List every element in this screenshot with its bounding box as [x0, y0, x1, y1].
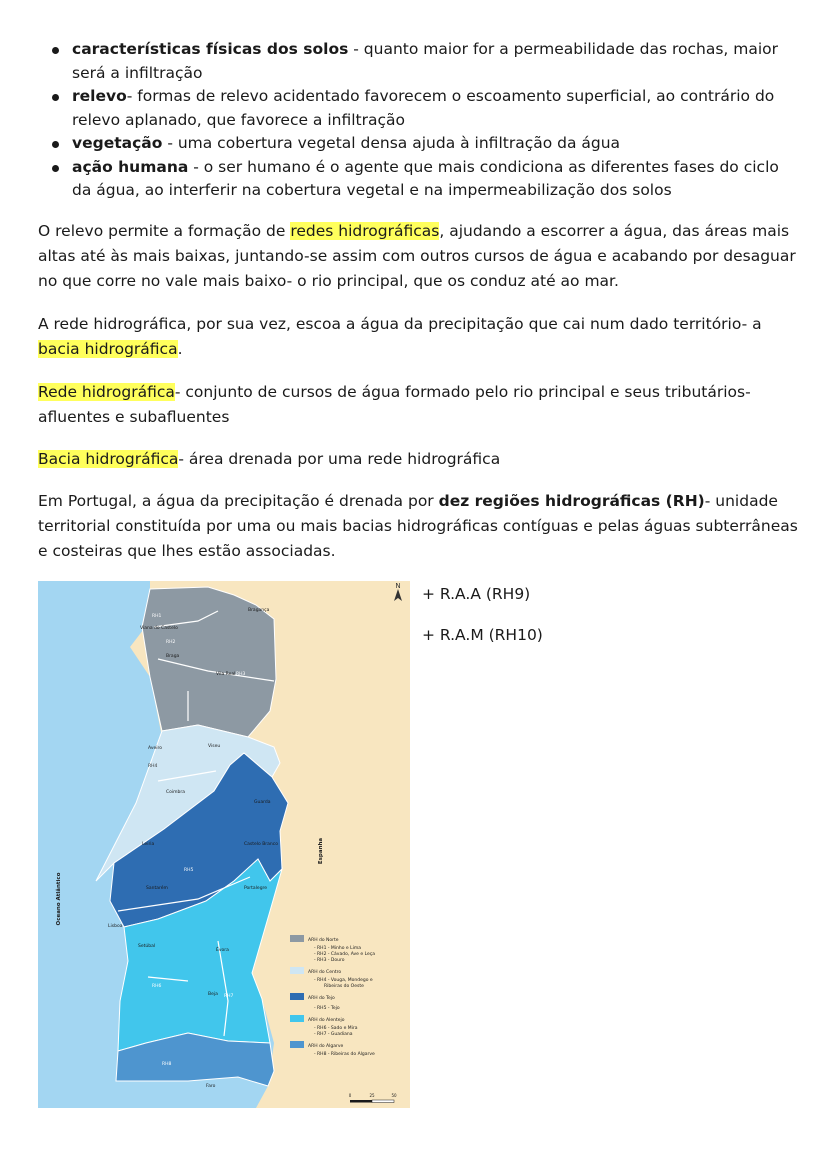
- text: Em Portugal, a água da precipitação é drenada por: [38, 492, 439, 510]
- bullet-text: - quanto maior for a permeabilidade das rochas, maior será a infiltração: [72, 40, 779, 82]
- map-place-label: Lisboa: [108, 924, 123, 929]
- text: - conjunto de cursos de água formado pelo rio principal e seus tributários- afluentes e subafluentes: [38, 383, 751, 426]
- map-place-label: Vila Real: [216, 672, 236, 677]
- bullet-term: relevo: [72, 87, 127, 105]
- bullet-text: - uma cobertura vegetal densa ajuda à infiltração da água: [162, 134, 621, 152]
- highlight-term: Rede hidrográfica: [38, 383, 175, 401]
- legend-item: - RH6 - Sado e Mira: [314, 1026, 358, 1031]
- bold-term: dez regiões hidrográficas (RH): [438, 492, 705, 510]
- list-item: [38, 132, 798, 156]
- map-place-label: Castelo Branco: [244, 842, 278, 847]
- map-legend: [288, 927, 404, 1071]
- legend-item: Ribeiras do Oeste: [324, 984, 364, 989]
- legend-title: ARH do Algarve: [308, 1044, 344, 1049]
- bullet-term: características físicas dos solos: [72, 40, 349, 58]
- text: A rede hidrográfica, por sua vez, escoa a água da precipitação que cai num dado território- a: [38, 315, 762, 333]
- legend-title: ARH do Tejo: [308, 996, 335, 1001]
- paragraph-relevo: [38, 219, 798, 294]
- map-rh-label: RH6: [152, 984, 162, 989]
- svg-text:25: 25: [369, 1093, 375, 1098]
- bullet-text: - o ser humano é o agente que mais condiciona as diferentes fases do ciclo da água, ao interferir na cobertura vegetal e na impermeabilização dos solos: [72, 157, 779, 199]
- map-rh-label: RH1: [152, 614, 162, 619]
- legend-title: ARH do Centro: [308, 970, 342, 975]
- map-rh-label: RH4: [148, 764, 158, 769]
- bullet-text: - formas de relevo acidentado favorecem o escoamento superficial, ao contrário do relevo aplanado, que favorece a infiltração: [72, 87, 775, 129]
- map-place-label: Viseu: [208, 744, 221, 749]
- map-place-label: Viana do Castelo: [140, 626, 178, 631]
- text: , ajudando a escorrer a água, das áreas mais altas até às mais baixas, juntando-se assim com outros cursos de água e acabando por desaguar no que corre no vale mais baixo- o rio principal, que os conduz até ao mar.: [38, 222, 796, 290]
- map-place-label: Bragança: [248, 608, 270, 613]
- map-place-label: Portalegre: [244, 886, 268, 891]
- highlight-term: Bacia hidrográfica: [38, 450, 179, 468]
- highlight-redes-hidrograficas: redes hidrográficas: [290, 222, 440, 240]
- text: O relevo permite a formação de: [38, 222, 291, 240]
- legend-item: - RH3 - Douro: [314, 958, 345, 963]
- highlight-bacia-hidrografica: bacia hidrográfica: [38, 340, 178, 358]
- legend-swatch-tejo: [290, 993, 304, 1000]
- legend-item: - RH8 - Ribeiras do Algarve: [314, 1052, 375, 1057]
- map-ocean-label: Oceano Atlântico: [56, 872, 62, 926]
- text: - unidade territorial constituída por uma ou mais bacias hidrográficas contíguas e pelas águas subterrâneas e costeiras que lhes estão associadas.: [38, 492, 798, 560]
- legend-title: ARH do Norte: [308, 938, 339, 943]
- map-place-label: Coimbra: [166, 790, 185, 795]
- map-spain-label: Espanha: [318, 837, 324, 865]
- map-place-label: Évora: [216, 948, 229, 953]
- legend-swatch-alentejo: [290, 1015, 304, 1022]
- list-item: [38, 156, 798, 203]
- map-rh-label: RH5: [184, 868, 194, 873]
- map-place-label: Santarém: [146, 886, 168, 891]
- legend-swatch-algarve: [290, 1041, 304, 1048]
- side-note-raa: + R.A.A (RH9): [422, 585, 531, 603]
- map-rh-label: RH2: [166, 640, 176, 645]
- list-item: [38, 85, 798, 132]
- map-rh-label: RH8: [162, 1062, 172, 1067]
- text: .: [177, 340, 183, 358]
- map-place-label: Aveiro: [148, 746, 163, 751]
- factors-list: [38, 38, 798, 203]
- map-place-label: Setúbal: [138, 944, 156, 949]
- definition-rede-hidrografica: [38, 380, 798, 430]
- legend-item: - RH1 - Minho e Lima: [314, 946, 362, 951]
- side-note-ram: + R.A.M (RH10): [422, 626, 543, 644]
- list-item: [38, 38, 798, 85]
- text: - área drenada por uma rede hidrográfica: [178, 450, 501, 468]
- bullet-term: vegetação: [72, 134, 163, 152]
- paragraph-rede: [38, 312, 798, 362]
- map-place-label: Braga: [166, 654, 180, 659]
- legend-title: ARH do Alentejo: [308, 1018, 345, 1023]
- svg-text:50: 50: [391, 1093, 397, 1098]
- legend-swatch-norte: [290, 935, 304, 942]
- map-rh-label: RH3: [236, 672, 246, 677]
- legend-item: - RH4 - Vouga, Mondego e: [314, 978, 373, 983]
- definition-bacia-hidrografica: [38, 447, 798, 472]
- map-rh-label: RH7: [224, 994, 234, 999]
- svg-text:N: N: [395, 582, 401, 590]
- map-place-label: Beja: [208, 992, 218, 997]
- legend-item: - RH7 - Guadiana: [314, 1032, 353, 1037]
- legend-swatch-centro: [290, 967, 304, 974]
- legend-item: - RH5 - Tejo: [314, 1006, 340, 1011]
- legend-item: - RH2 - Cávado, Ave e Leça: [314, 952, 376, 957]
- svg-text:0: 0: [348, 1093, 352, 1098]
- bullet-term: ação humana: [72, 157, 189, 176]
- hydrographic-regions-map: [38, 581, 410, 1108]
- map-place-label: Guarda: [254, 800, 271, 805]
- map-place-label: Faro: [206, 1084, 216, 1089]
- map-place-label: Leiria: [142, 842, 155, 847]
- paragraph-portugal: [38, 489, 798, 564]
